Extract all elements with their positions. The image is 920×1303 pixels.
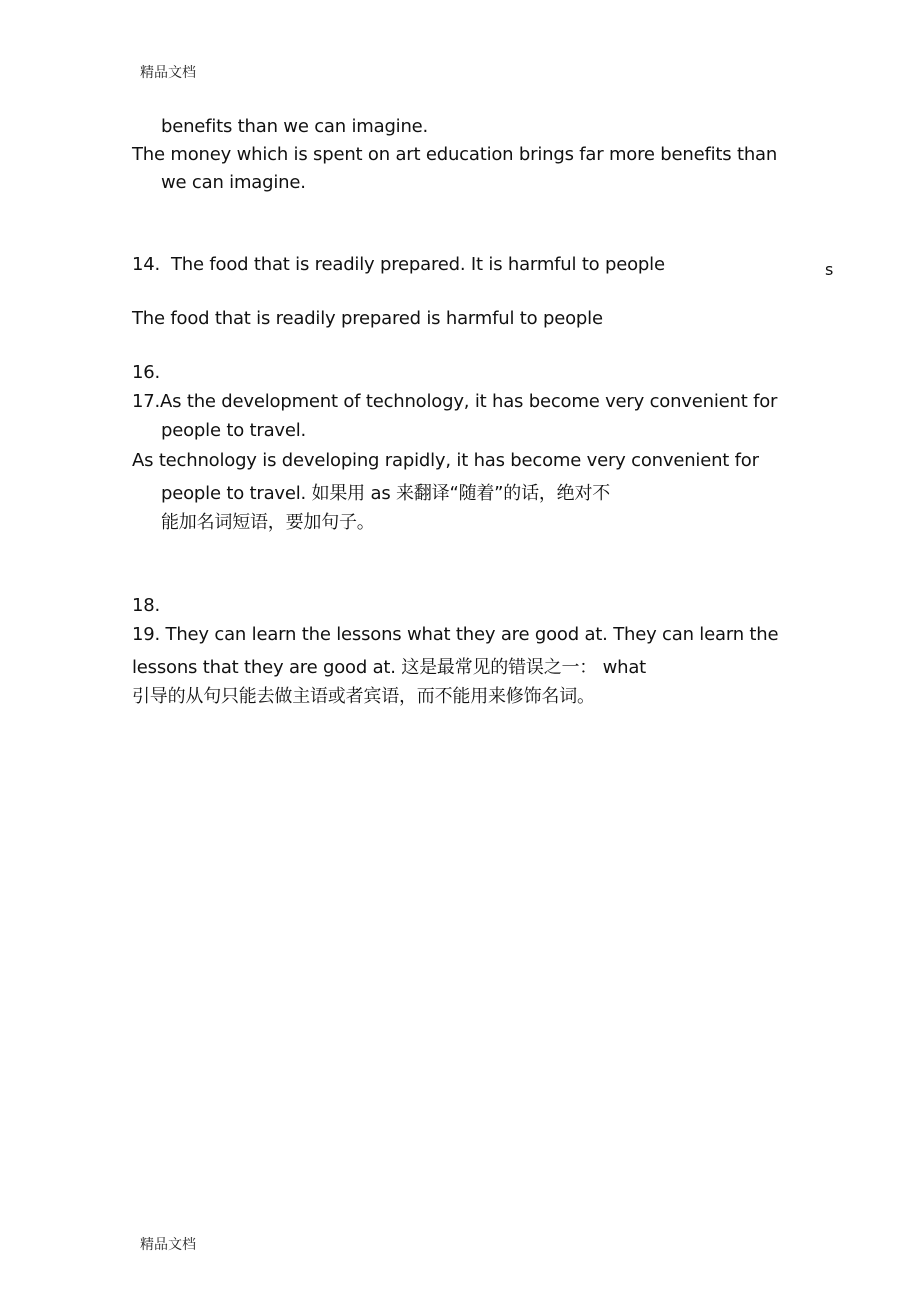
text-line: 19. They can learn the lessons what they are good at. They can learn the (132, 624, 779, 645)
item-number: 14. (132, 254, 161, 275)
stray-character: s (825, 260, 834, 279)
text-line: benefits than we can imagine. (161, 116, 429, 137)
text-line: The food that is readily prepared is harmful to people (132, 308, 603, 329)
text-line: 17.As the development of technology, it has become very convenient for (132, 391, 778, 412)
item-text: The food that is readily prepared. It is harmful to people (171, 254, 665, 275)
item-number-line: 16. (132, 362, 161, 383)
page-header: 精品文档 (140, 65, 196, 81)
text-line: people to travel. 如果用 as 来翻译“随着”的话，绝对不 (161, 483, 611, 504)
text-line: lessons that they are good at. 这是最常见的错误之一： what (132, 657, 647, 678)
text-line: 能加名词短语，要加句子。 (161, 512, 375, 533)
text-line: As technology is developing rapidly, it has become very convenient for (132, 450, 759, 471)
page-footer: 精品文档 (140, 1237, 196, 1253)
text-line: we can imagine. (161, 172, 306, 193)
text-line: people to travel. (161, 420, 307, 441)
item-number-line: 18. (132, 595, 161, 616)
text-line: 引导的从句只能去做主语或者宾语，而不能用来修饰名词。 (132, 686, 595, 707)
text-line: The money which is spent on art education brings far more benefits than (132, 144, 778, 165)
item-14 (132, 254, 665, 275)
